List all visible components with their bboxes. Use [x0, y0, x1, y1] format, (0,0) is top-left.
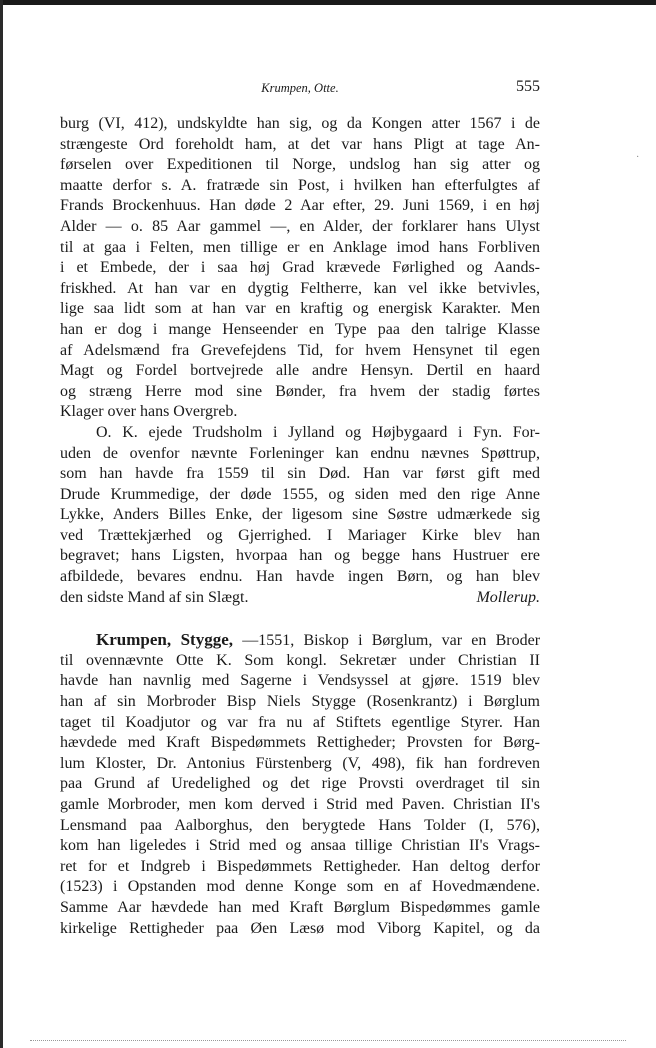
page-body [60, 114, 540, 939]
text-line: han af sin Morbroder Bisp Niels Stygge (Rosenkrantz) i Børglum [60, 693, 540, 711]
text-line: taget til Koadjutor og var fra nu af Stiftets egentlige Styrer. Han [60, 713, 540, 731]
author-signature: Mollerup. [476, 588, 540, 606]
text-line: strængeste Ord foreholdt ham, at det var hans Pligt at tage An- [60, 135, 540, 153]
text-line: lum Kloster, Dr. Antonius Fürstenberg (V, 498), fik han fordreven [60, 754, 540, 772]
text-line: friskhed. At han var en dygtig Feltherre, kan vel ikke betvivles, [60, 279, 540, 297]
text-line: burg (VI, 412), undskyldte han sig, og da Kongen atter 1567 i de [60, 115, 540, 132]
closing-text: den sidste Mand af sin Slægt. [60, 588, 249, 606]
text-line: afbildede, bevares endnu. Han havde ingen Børn, og han blev [60, 568, 540, 586]
text-line: Drude Krummedige, der døde 1555, og siden med den rige Anne [60, 485, 540, 503]
text-line: (1523) i Opstanden mod denne Konge som en af Hovedmændene. [60, 878, 540, 896]
text-line: Lensmand paa Aalborghus, den berygtede Hans Tolder (I, 576), [60, 816, 540, 834]
text-line: lige saa lidt som at han var en kraftig og energisk Karakter. Men [60, 300, 540, 318]
text-line: som han havde fra 1559 til sin Død. Han var først gift med [60, 465, 540, 483]
margin-mark: · [636, 152, 640, 163]
entry-heading: Krumpen, Stygge, [96, 630, 233, 650]
text-line: Lykke, Anders Billes Enke, der ligesom sine Søstre udmærkede sig [60, 506, 540, 524]
entry-separator [60, 608, 540, 630]
text-line: gamle Morbroder, men kom derved i Strid med Paven. Christian II's [60, 796, 540, 813]
text-line: Alder — o. 85 Aar gammel —, en Alder, der forklarer hans Ulyst [60, 217, 540, 235]
paragraph-otte-krumpen-part2 [60, 423, 540, 588]
text-line: kirkelige Rettigheder paa Øen Læsø mod Viborg Kapitel, og da [60, 919, 540, 937]
text-line: og stræng Herre mod sine Bønder, fra hvem der stadig førtes [60, 382, 540, 400]
text-line: Samme Aar hævdede han med Kraft Børglum Bispedømmes gamle [60, 898, 540, 916]
text-line: kom han ligeledes i Strid med og ansaa tillige Christian II's Vrags- [60, 837, 540, 855]
paragraph-otte-krumpen-part1 [60, 114, 540, 423]
text-line: Magt og Fordel bortvejrede alle andre Hensyn. Dertil en haard [60, 362, 540, 380]
page-top-edge [0, 0, 656, 5]
running-title: Krumpen, Otte. [261, 81, 339, 95]
text-line: til at gaa i Felten, men tillige er en Anklage imod hans Forbliven [60, 238, 540, 256]
text-line: af Adelsmænd fra Grevefejdens Tid, for hvem Hensynet til egen [60, 341, 540, 359]
text-line: hævdede med Kraft Bispedømmets Rettigheder; Provsten for Børg- [60, 734, 540, 752]
entry-heading-rest: —1551, Biskop i Børglum, var en Broder [242, 632, 541, 650]
text-line: O. K. ejede Trudsholm i Jylland og Højbygaard i Fyn. For- [96, 423, 540, 441]
paragraph-stygge-krumpen [60, 651, 540, 939]
entry-heading-line [60, 630, 540, 651]
text-line: paa Grund af Uredelighed og det rige Provsti overdraget til sin [60, 775, 540, 793]
text-line: Klager over hans Overgreb. [60, 403, 238, 421]
running-header [60, 78, 540, 100]
text-line: ved Trættekjærhed og Gjerrighed. I Mariager Kirke blev han [60, 526, 540, 544]
page-number: 555 [516, 78, 540, 95]
paragraph-closing-line [60, 588, 540, 609]
text-line: førselen over Expeditionen til Norge, undslog han sig atter og [60, 156, 540, 174]
text-line: han er dog i mange Henseender en Type paa den talrige Klasse [60, 320, 540, 338]
text-line: til ovennævnte Otte K. Som kongl. Sekretær under Christian II [60, 651, 540, 669]
text-line: i et Embede, der i saa høj Grad krævede Førlighed og Aands- [60, 259, 540, 277]
text-line: begravet; hans Ligsten, hvorpaa han og begge hans Hustruer ere [60, 547, 540, 565]
text-line: Frands Brockenhuus. Han døde 2 Aar efter, 29. Juni 1569, i en høj [60, 197, 540, 215]
page-bottom-edge [30, 1040, 626, 1041]
text-line: ret for et Indgreb i Bispedømmets Rettigheder. Han deltog derfor [60, 857, 540, 875]
text-line: uden de ovenfor nævnte Forleninger kan endnu nævnes Spøttrup, [60, 444, 540, 462]
text-line: havde han navnlig med Sagerne i Vendsyssel at gjøre. 1519 blev [60, 672, 540, 690]
page-left-edge [0, 0, 3, 1048]
text-line: maatte derfor s. A. fratræde sin Post, i hvilken han efterfulgtes af [60, 176, 540, 194]
